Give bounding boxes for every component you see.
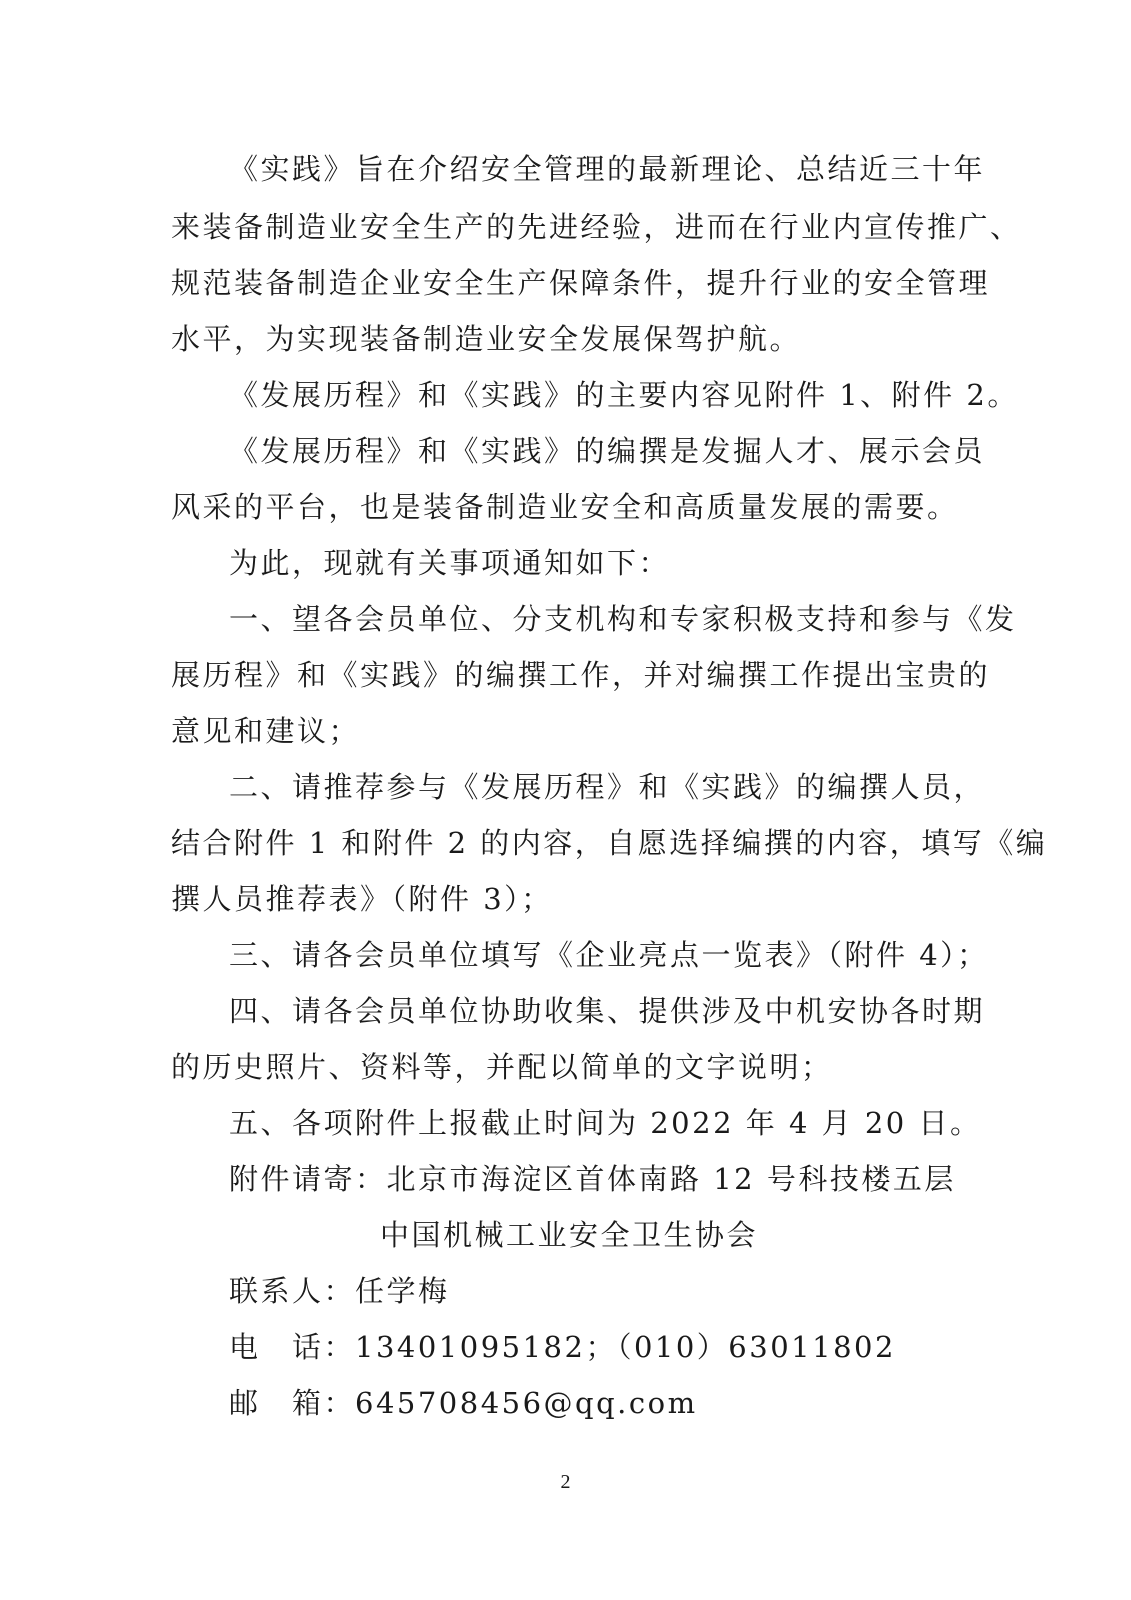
item-four-line-1: 四、请各会员单位协助收集、提供涉及中机安协各时期 bbox=[229, 994, 986, 1028]
paragraph-notice-intro: 为此，现就有关事项通知如下： bbox=[229, 546, 671, 580]
paragraph-platform-line-1: 《发展历程》和《实践》的编撰是发掘人才、展示会员 bbox=[229, 434, 986, 468]
contact-email: 邮 箱：645708456@qq.com bbox=[229, 1386, 698, 1420]
item-four-line-2: 的历史照片、资料等，并配以简单的文字说明； bbox=[171, 1050, 833, 1084]
paragraph-practice-line-1: 《实践》旨在介绍安全管理的最新理论、总结近三十年 bbox=[229, 152, 986, 186]
item-two-line-1: 二、请推荐参与《发展历程》和《实践》的编撰人员， bbox=[229, 770, 986, 804]
contact-person: 联系人：任学梅 bbox=[229, 1274, 450, 1308]
item-three-line: 三、请各会员单位填写《企业亮点一览表》（附件 4）； bbox=[229, 938, 989, 972]
item-two-line-3: 撰人员推荐表》（附件 3）； bbox=[171, 882, 553, 916]
item-one-line-2: 展历程》和《实践》的编撰工作，并对编撰工作提出宝贵的 bbox=[171, 658, 991, 692]
paragraph-practice-line-2: 来装备制造业安全生产的先进经验，进而在行业内宣传推广、 bbox=[171, 210, 1022, 244]
paragraph-practice-line-3: 规范装备制造企业安全生产保障条件，提升行业的安全管理 bbox=[171, 266, 991, 300]
paragraph-platform-line-2: 风采的平台，也是装备制造业安全和高质量发展的需要。 bbox=[171, 490, 959, 524]
organization-name: 中国机械工业安全卫生协会 bbox=[380, 1218, 759, 1252]
paragraph-contents-line: 《发展历程》和《实践》的主要内容见附件 1、附件 2。 bbox=[229, 378, 1019, 412]
item-one-line-1: 一、望各会员单位、分支机构和专家积极支持和参与《发 bbox=[229, 602, 1017, 636]
mailing-address: 附件请寄：北京市海淀区首体南路 12 号科技楼五层 bbox=[229, 1162, 956, 1196]
item-one-line-3: 意见和建议； bbox=[171, 714, 361, 748]
paragraph-practice-line-4: 水平，为实现装备制造业安全发展保驾护航。 bbox=[171, 322, 802, 356]
page-number: 2 bbox=[560, 1471, 571, 1493]
contact-phone: 电 话：13401095182；（010）63011802 bbox=[229, 1330, 896, 1364]
item-five-line: 五、各项附件上报截止时间为 2022 年 4 月 20 日。 bbox=[229, 1106, 982, 1140]
item-two-line-2: 结合附件 1 和附件 2 的内容，自愿选择编撰的内容，填写《编 bbox=[171, 826, 1048, 860]
